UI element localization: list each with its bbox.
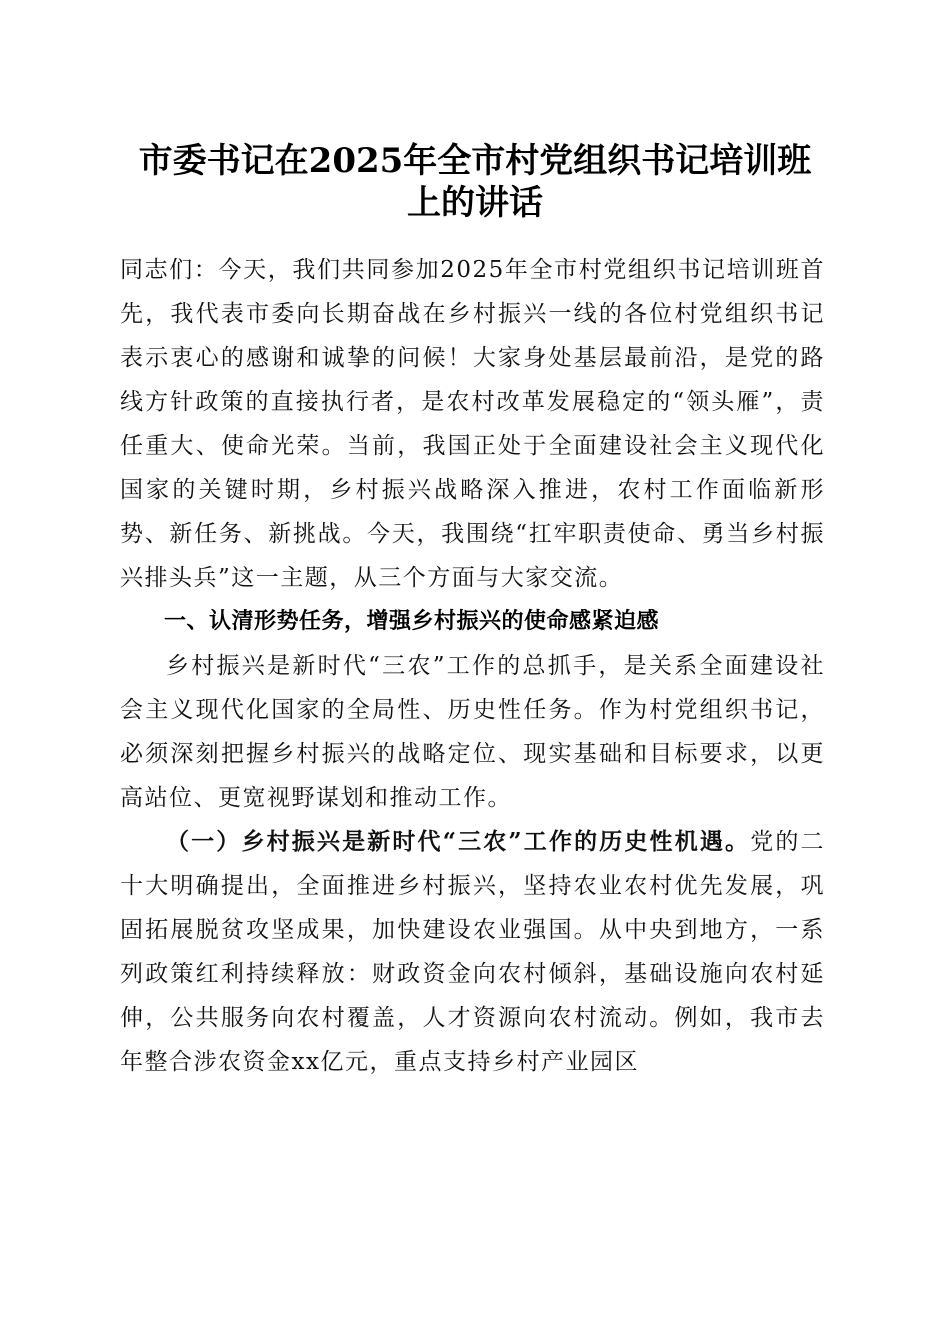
subsection-1-text: 党的二十大明确提出，全面推进乡村振兴，坚持农业农村优先发展，巩固拓展脱贫攻坚成果，加快建设农业强国。从中央到地方，一系列政策红利持续释放：财政资金向农村倾斜，基础设施向农村延伸，公共服务向农村覆盖，人才资源向农村流动。例如，我市去年整合涉农资金xx亿元，重点支持乡村产业园区: [120, 829, 825, 1075]
subsection-1-paragraph: [120, 820, 825, 1084]
title-line-2: 上的讲话: [407, 183, 543, 223]
section-1-heading: 一、认清形势任务，增强乡村振兴的使命感紧迫感: [164, 609, 660, 634]
section-1-paragraph: 乡村振兴是新时代“三农”工作的总抓手，是关系全面建设社会主义现代化国家的全局性、历史性任务。作为村党组织书记，必须深刻把握乡村振兴的战略定位、现实基础和目标要求，以更高站位、更宽视野谋划和推动工作。: [120, 653, 825, 811]
subsection-1-heading: （一）乡村振兴是新时代“三农”工作的历史性机遇。: [166, 828, 751, 855]
title-line-1: 市委书记在2025年全市村党组织书记培训班: [138, 141, 812, 181]
document-title: [120, 140, 830, 224]
intro-paragraph: 同志们：今天，我们共同参加2025年全市村党组织书记培训班首先，我代表市委向长期奋战在乡村振兴一线的各位村党组织书记表示衷心的感谢和诚挚的问候！大家身处基层最前沿，是党的路线方针政策的直接执行者，是农村改革发展稳定的“领头雁”，责任重大、使命光荣。当前，我国正处于全面建设社会主义现代化国家的关键时期，乡村振兴战略深入推进，农村工作面临新形势、新任务、新挑战。今天，我围绕“扛牢职责使命、勇当乡村振兴排头兵”这一主题，从三个方面与大家交流。: [120, 257, 825, 591]
document-body: [120, 248, 825, 1084]
